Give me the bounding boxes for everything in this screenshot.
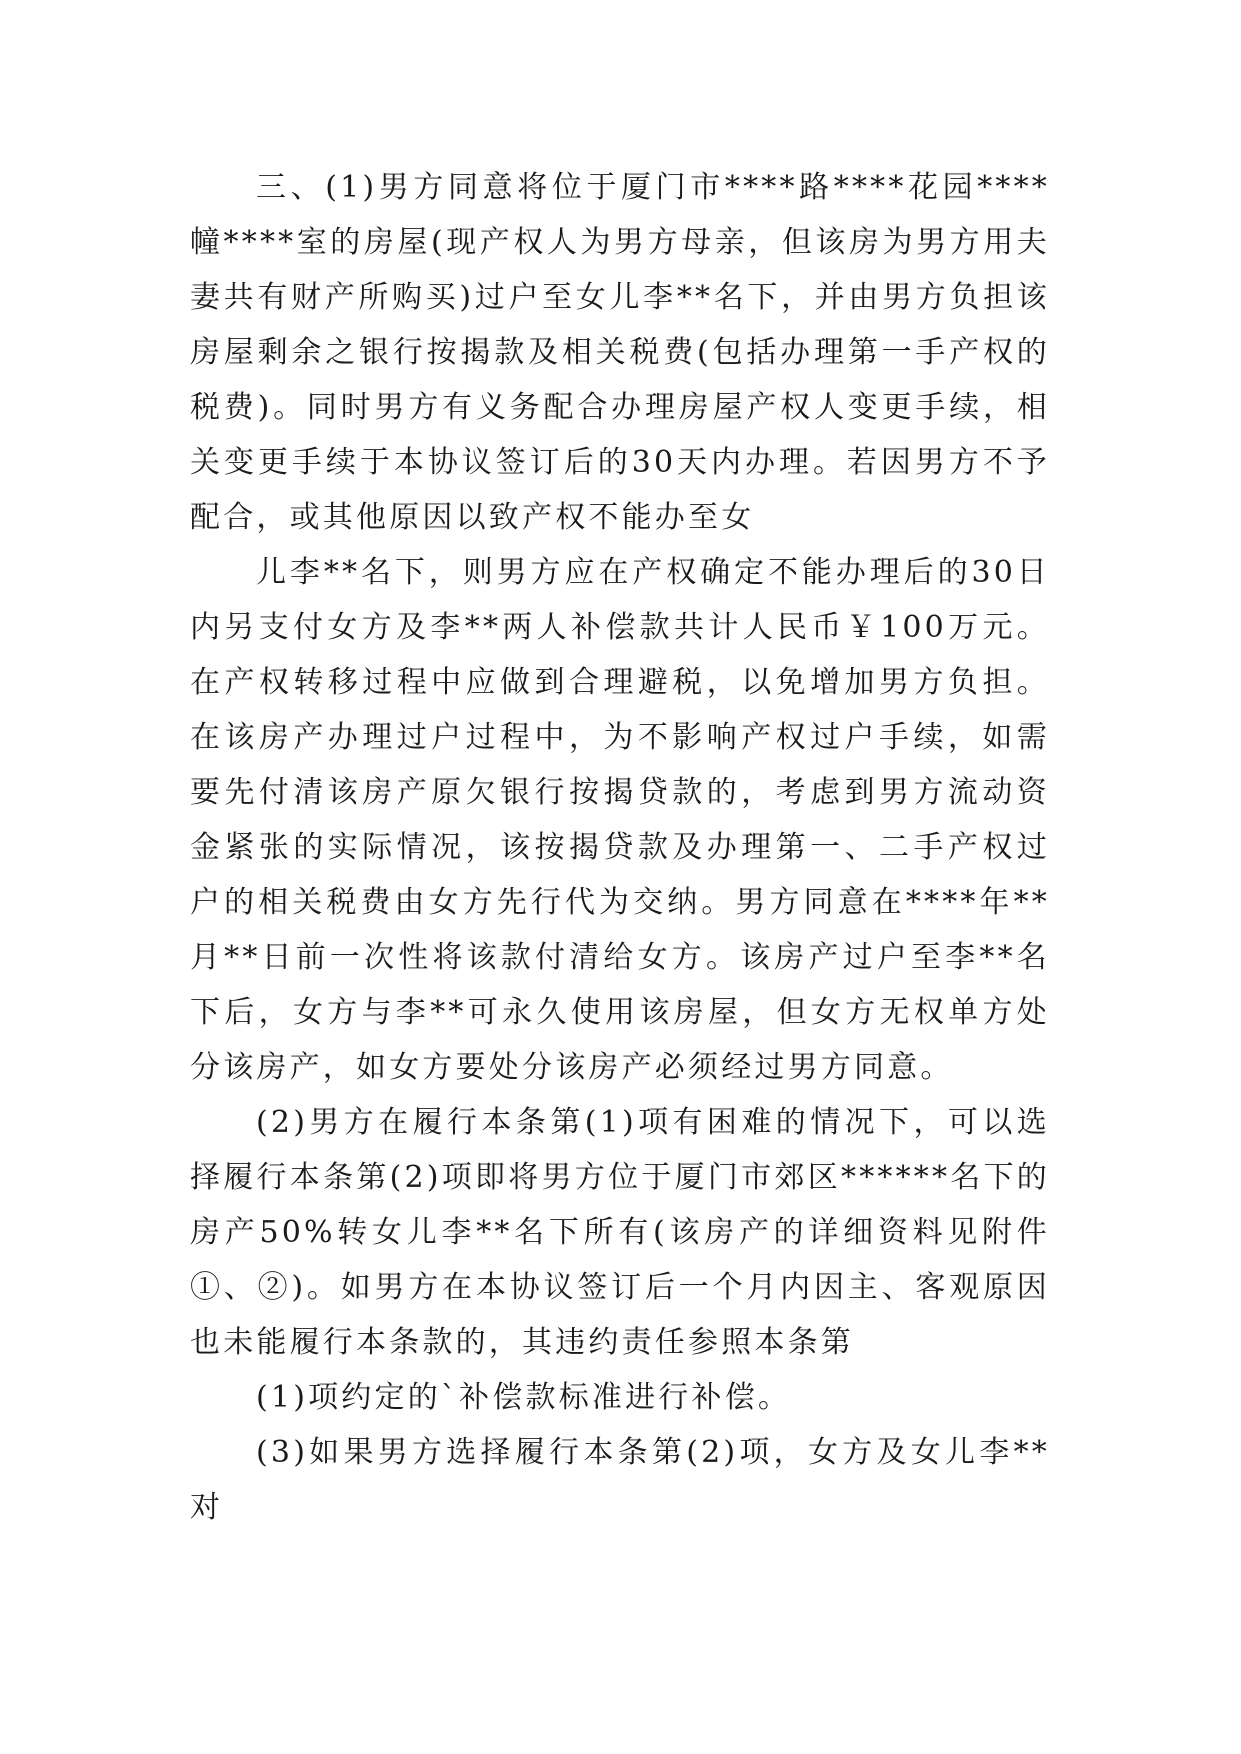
paragraph-clause-3-1-continued: 儿李**名下，则男方应在产权确定不能办理后的30日内另支付女方及李**两人补偿款共计人民币￥100万元。在产权转移过程中应做到合理避税，以免增加男方负担。在该房产办理过户过程中，为不影响产权过户手续，如需要先付清该房产原欠银行按揭贷款的，考虑到男方流动资金紧张的实际情况，该按揭贷款及办理第一、二手产权过户的相关税费由女方先行代为交纳。男方同意在****年**月**日前一次性将该款付清给女方。该房产过户至李**名下后，女方与李**可永久使用该房屋，但女方无权单方处分该房产，如女方要处分该房产必须经过男方同意。	[190, 555, 1050, 1085]
paragraph-clause-3-3: (3)如果男方选择履行本条第(2)项，女方及女儿李**对	[190, 1435, 1050, 1525]
paragraph-clause-3-2-continued: (1)项约定的`补偿款标准进行补偿。	[256, 1380, 792, 1415]
paragraph-clause-3-1: 三、(1)男方同意将位于厦门市****路****花园****幢****室的房屋(现产权人为男方母亲，但该房为男方用夫妻共有财产所购买)过户至女儿李**名下，并由男方负担该房屋剩余之银行按揭款及相关税费(包括办理第一手产权的税费)。同时男方有义务配合办理房屋产权人变更手续，相关变更手续于本协议签订后的30天内办理。若因男方不予配合，或其他原因以致产权不能办至女	[190, 170, 1050, 535]
paragraph-clause-3-2: (2)男方在履行本条第(1)项有困难的情况下，可以选择履行本条第(2)项即将男方位于厦门市郊区******名下的房产50%转女儿李**名下所有(该房产的详细资料见附件①、②)。如男方在本协议签订后一个月内因主、客观原因也未能履行本条款的，其违约责任参照本条第	[190, 1105, 1050, 1360]
document-body	[190, 160, 1050, 1535]
